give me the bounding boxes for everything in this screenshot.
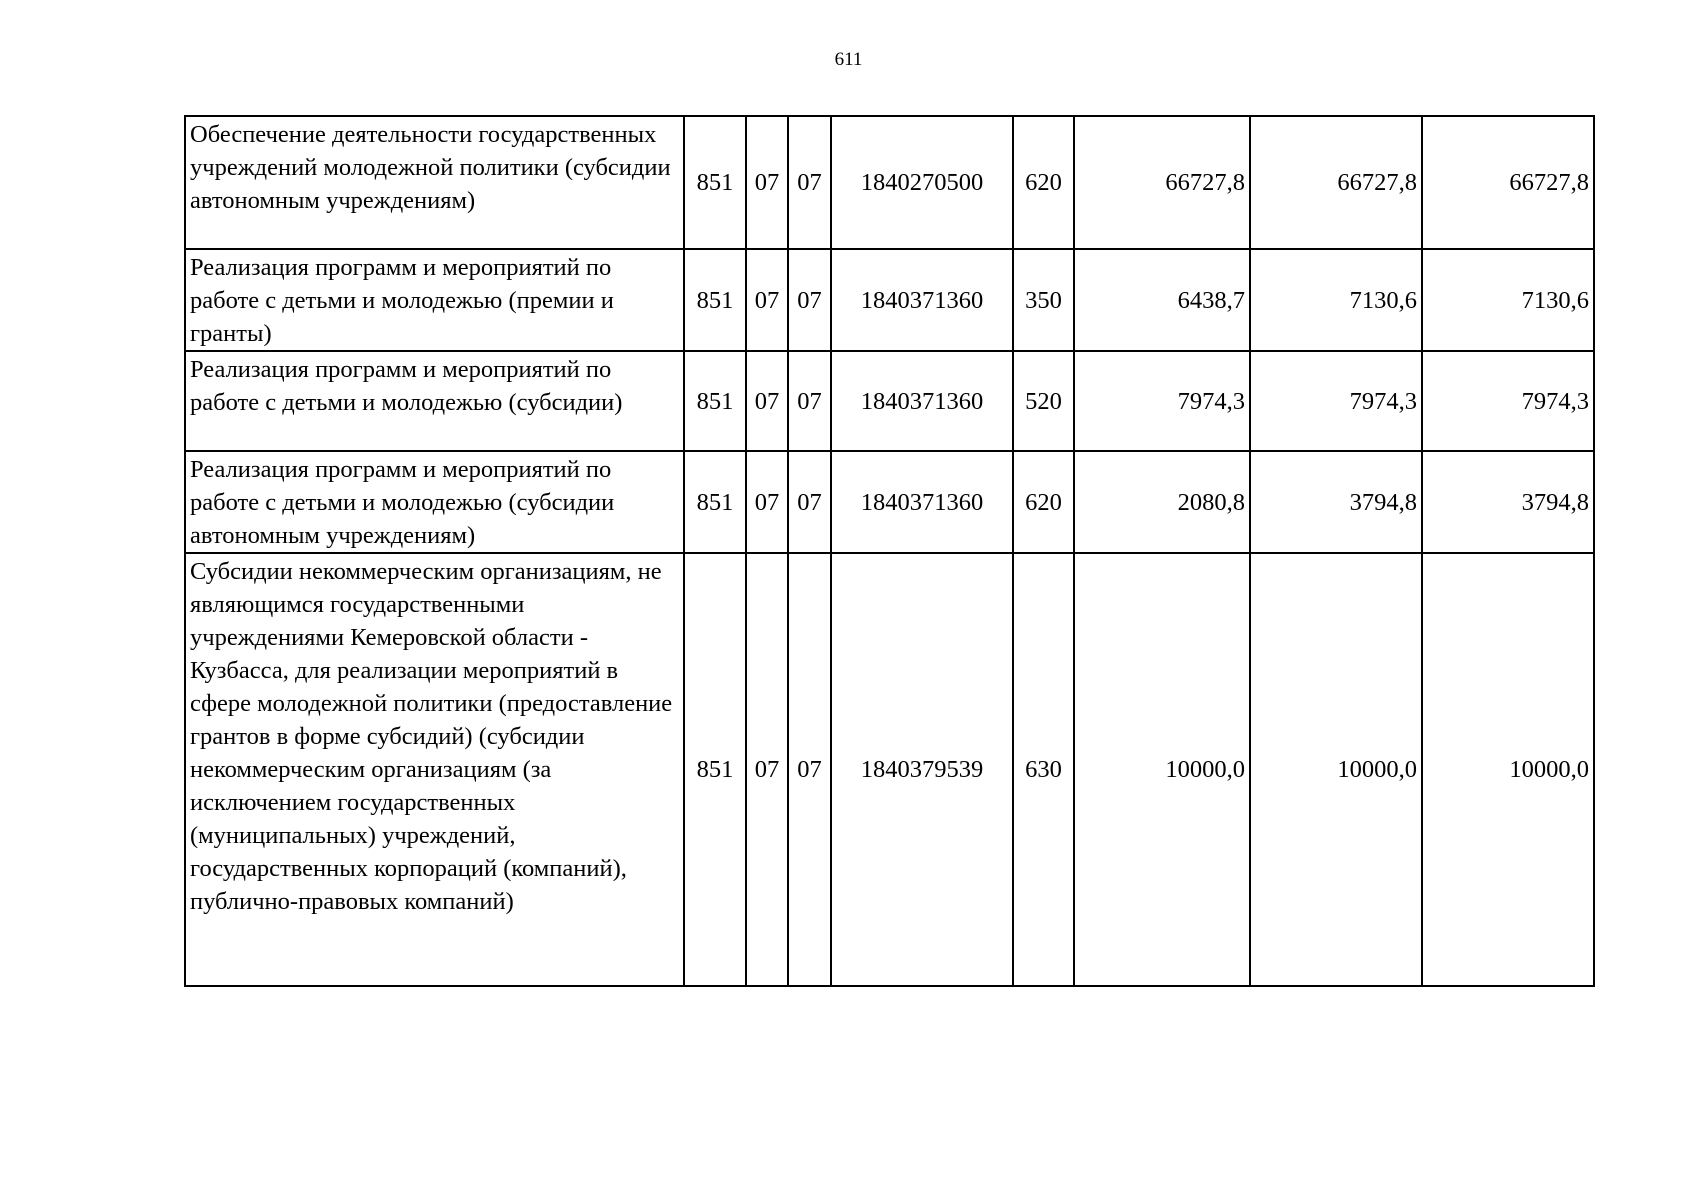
ministry-code-cell: 851 [684, 249, 746, 351]
ministry-code-cell: 851 [684, 351, 746, 451]
section-code-cell: 07 [746, 249, 788, 351]
expense-type-cell: 630 [1013, 553, 1074, 986]
amount-year-2-cell: 7974,3 [1250, 351, 1422, 451]
amount-year-2-cell: 66727,8 [1250, 116, 1422, 249]
amount-year-2-cell: 10000,0 [1250, 553, 1422, 986]
subsection-code-cell: 07 [788, 451, 831, 553]
ministry-code-cell: 851 [684, 451, 746, 553]
row-name-cell: Реализация программ и мероприятий по работе с детьми и молодежью (субсидии автономным учреждениям) [185, 451, 684, 553]
amount-year-1-cell: 2080,8 [1074, 451, 1250, 553]
section-code-cell: 07 [746, 553, 788, 986]
row-name-cell: Реализация программ и мероприятий по работе с детьми и молодежью (субсидии) [185, 351, 684, 451]
ministry-code-cell: 851 [684, 116, 746, 249]
table-row [185, 351, 1594, 451]
expense-type-cell: 520 [1013, 351, 1074, 451]
subsection-code-cell: 07 [788, 116, 831, 249]
subsection-code-cell: 07 [788, 351, 831, 451]
expense-type-cell: 620 [1013, 451, 1074, 553]
table-row [185, 116, 1594, 249]
amount-year-1-cell: 10000,0 [1074, 553, 1250, 986]
row-name-cell: Обеспечение деятельности государственных учреждений молодежной политики (субсидии автономным учреждениям) [185, 116, 684, 249]
budget-table [184, 115, 1595, 987]
table-row [185, 451, 1594, 553]
section-code-cell: 07 [746, 351, 788, 451]
target-item-cell: 1840371360 [831, 351, 1013, 451]
page-number: 611 [834, 49, 863, 70]
section-code-cell: 07 [746, 451, 788, 553]
table-row [185, 249, 1594, 351]
target-item-cell: 1840371360 [831, 451, 1013, 553]
table-row [185, 553, 1594, 986]
target-item-cell: 1840379539 [831, 553, 1013, 986]
section-code-cell: 07 [746, 116, 788, 249]
amount-year-3-cell: 3794,8 [1422, 451, 1594, 553]
subsection-code-cell: 07 [788, 553, 831, 986]
amount-year-2-cell: 7130,6 [1250, 249, 1422, 351]
amount-year-3-cell: 66727,8 [1422, 116, 1594, 249]
expense-type-cell: 620 [1013, 116, 1074, 249]
amount-year-3-cell: 10000,0 [1422, 553, 1594, 986]
target-item-cell: 1840270500 [831, 116, 1013, 249]
subsection-code-cell: 07 [788, 249, 831, 351]
amount-year-1-cell: 6438,7 [1074, 249, 1250, 351]
amount-year-2-cell: 3794,8 [1250, 451, 1422, 553]
expense-type-cell: 350 [1013, 249, 1074, 351]
row-name-cell: Реализация программ и мероприятий по работе с детьми и молодежью (премии и гранты) [185, 249, 684, 351]
amount-year-3-cell: 7130,6 [1422, 249, 1594, 351]
row-name-cell: Субсидии некоммерческим организациям, не являющимся государственными учреждениями Кемеровской области - Кузбасса, для реализации мероприятий в сфере молодежной политики (предоставление грантов в форме субсидий) (субсидии некоммерческим организациям (за исключением государственных (муниципальных) учреждений, государственных корпораций (компаний), публично-правовых компаний) [185, 553, 684, 986]
amount-year-1-cell: 66727,8 [1074, 116, 1250, 249]
amount-year-3-cell: 7974,3 [1422, 351, 1594, 451]
target-item-cell: 1840371360 [831, 249, 1013, 351]
amount-year-1-cell: 7974,3 [1074, 351, 1250, 451]
ministry-code-cell: 851 [684, 553, 746, 986]
